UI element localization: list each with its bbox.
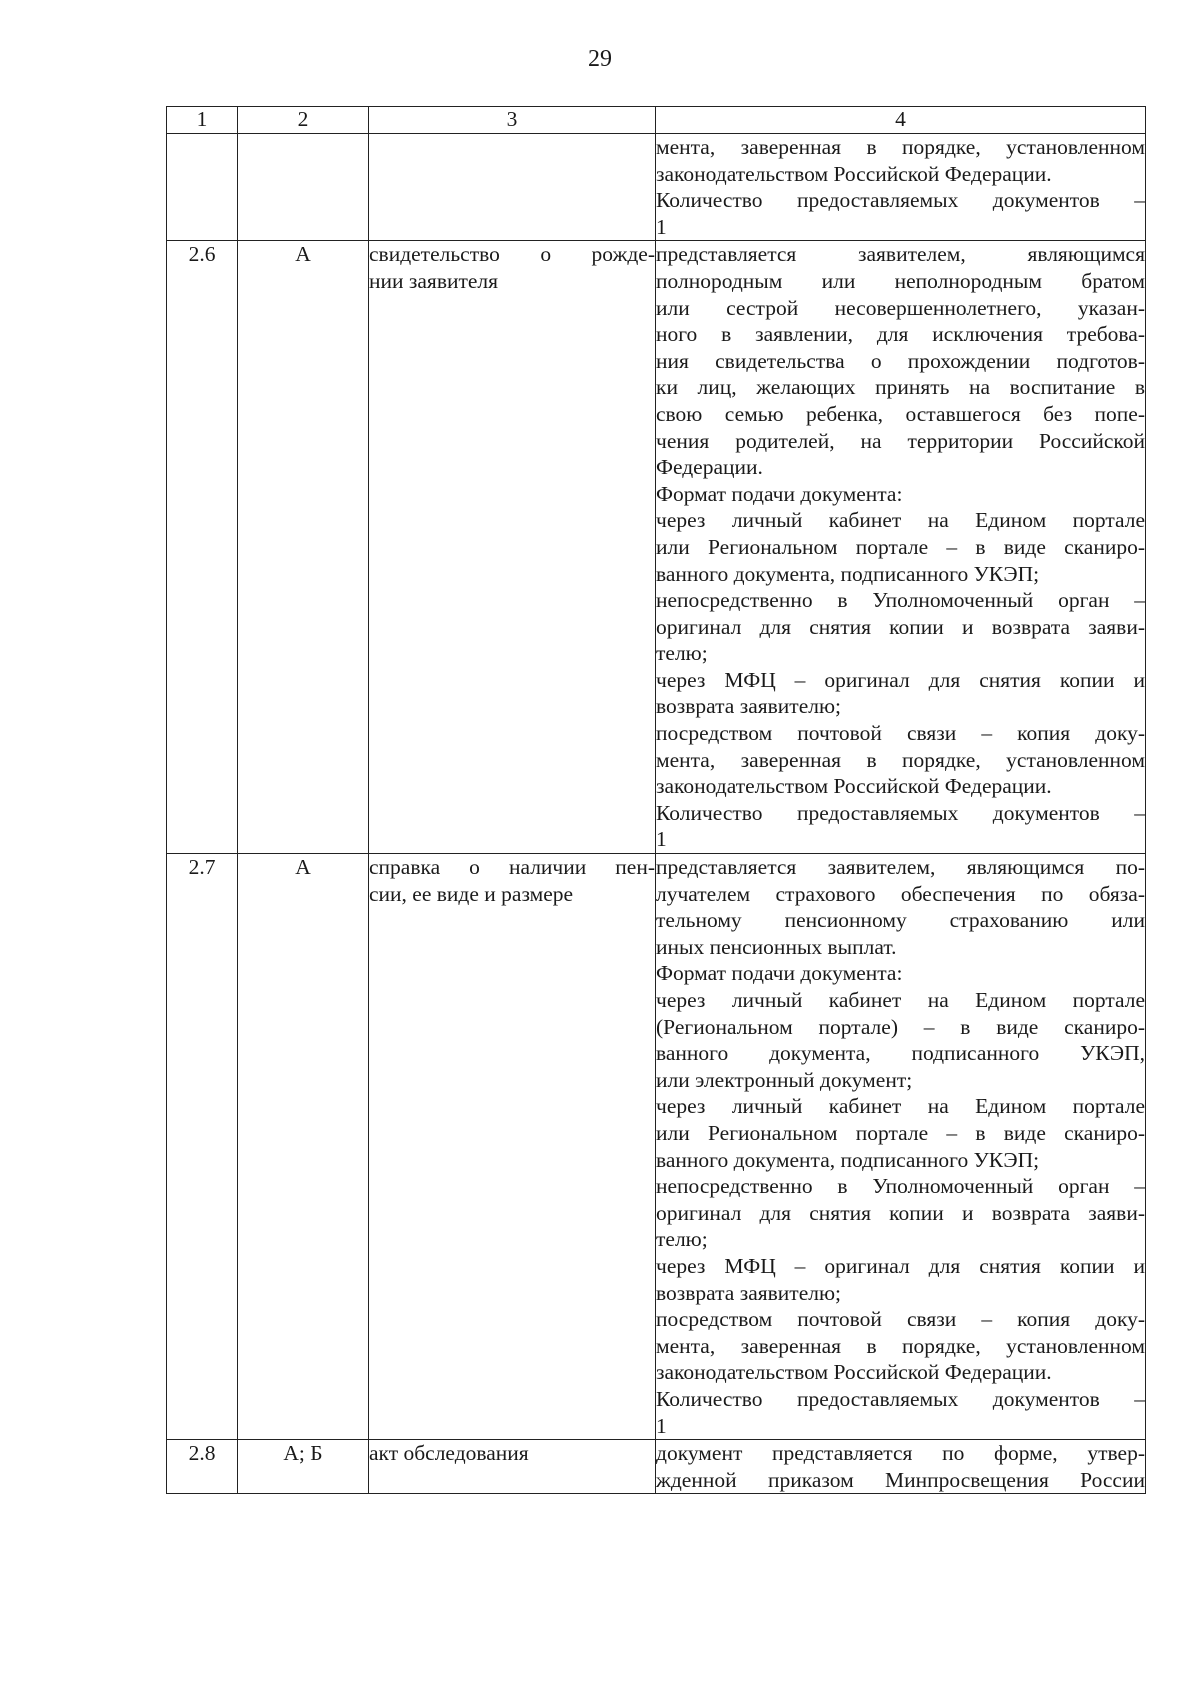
text-line: представляется заявителем, являющимся <box>656 242 1145 267</box>
row-description <box>656 854 1146 1440</box>
row-document <box>369 241 656 854</box>
cell-description <box>656 134 1146 241</box>
text-line: посредством почтовой связи – копия доку- <box>656 721 1145 746</box>
text-line: ния свидетельства о прохождении подготов- <box>656 348 1145 373</box>
table-row <box>167 1440 1146 1494</box>
text-line: акт обследования <box>369 1441 529 1466</box>
table-row-continuation <box>167 134 1146 241</box>
text-line: возврата заявителю; <box>656 694 841 719</box>
text-line: ного в заявлении, для исключения требова- <box>656 322 1145 347</box>
text-line: полнородным или неполнородным братом <box>656 268 1145 293</box>
text-line: законодательством Российской Федерации. <box>656 774 1052 799</box>
cell-empty <box>369 134 656 241</box>
text-line: мента, заверенная в порядке, установленном <box>656 135 1145 159</box>
text-line: документ представляется по форме, утвер- <box>656 1441 1145 1466</box>
text-line: телю; <box>656 1227 708 1252</box>
text-line: оригинал для снятия копии и возврата заяви- <box>656 1200 1145 1225</box>
header-col-2: 2 <box>238 107 369 134</box>
text-line: или Региональном портале – в виде сканиро- <box>656 1120 1145 1145</box>
text-line: иных пенсионных выплат. <box>656 934 897 959</box>
text-line: тельному пенсионному страхованию или <box>656 908 1145 933</box>
text-line: сии, ее виде и размере <box>369 881 574 906</box>
text-line: непосредственно в Уполномоченный орган – <box>656 1174 1145 1199</box>
text-line: через МФЦ – оригинал для снятия копии и <box>656 667 1145 692</box>
text-line: лучателем страхового обеспечения по обяза- <box>656 881 1145 906</box>
text-line: ванного документа, подписанного УКЭП; <box>656 561 1040 586</box>
row-number: 2.8 <box>167 1440 238 1494</box>
text-line: законодательством Российской Федерации. <box>656 161 1052 186</box>
table-row <box>167 854 1146 1440</box>
row-category: А <box>238 854 369 1440</box>
header-col-3: 3 <box>369 107 656 134</box>
text-line: 1 <box>656 1413 667 1438</box>
text-line: Количество предоставляемых документов – <box>656 1386 1145 1411</box>
text-line: Количество предоставляемых документов – <box>656 800 1145 825</box>
row-description <box>656 241 1146 854</box>
text-line: справка о наличии пен- <box>369 855 655 880</box>
row-document <box>369 1440 656 1494</box>
text-line: Количество предоставляемых документов – <box>656 188 1145 213</box>
text-line: представляется заявителем, являющимся по- <box>656 855 1145 880</box>
text-line: свою семью ребенка, оставшегося без попе- <box>656 401 1145 426</box>
text-line: нии заявителя <box>369 268 499 293</box>
text-line: через личный кабинет на Едином портале <box>656 508 1145 533</box>
requirements-table <box>166 106 1146 1494</box>
table-header-row <box>167 107 1146 134</box>
text-line: мента, заверенная в порядке, установленном <box>656 747 1145 772</box>
text-line: через личный кабинет на Едином портале <box>656 1094 1145 1119</box>
text-line: законодательством Российской Федерации. <box>656 1360 1052 1385</box>
row-number: 2.6 <box>167 241 238 854</box>
text-line: мента, заверенная в порядке, установленном <box>656 1333 1145 1358</box>
row-document <box>369 854 656 1440</box>
cell-empty <box>167 134 238 241</box>
text-line: непосредственно в Уполномоченный орган – <box>656 588 1145 613</box>
cell-empty <box>238 134 369 241</box>
row-description <box>656 1440 1146 1494</box>
row-category: А <box>238 241 369 854</box>
text-line: Федерации. <box>656 455 763 480</box>
text-line: телю; <box>656 641 708 666</box>
text-line: жденной приказом Минпросвещения России <box>656 1467 1145 1492</box>
header-col-1: 1 <box>167 107 238 134</box>
text-line: через личный кабинет на Едином портале <box>656 988 1145 1012</box>
row-number: 2.7 <box>167 854 238 1440</box>
row-category: А; Б <box>238 1440 369 1494</box>
text-line: Формат подачи документа: <box>656 481 903 506</box>
text-line: или электронный документ; <box>656 1067 913 1092</box>
text-line: посредством почтовой связи – копия доку- <box>656 1307 1145 1332</box>
text-line: оригинал для снятия копии и возврата заяви- <box>656 614 1145 639</box>
header-col-4: 4 <box>656 107 1146 134</box>
text-line: (Региональном портале) – в виде сканиро- <box>656 1014 1145 1039</box>
table-row <box>167 241 1146 854</box>
text-line: чения родителей, на территории Российской <box>656 428 1145 453</box>
text-line: свидетельство о рожде- <box>369 242 655 267</box>
text-line: или Региональном портале – в виде сканиро- <box>656 534 1145 559</box>
text-line: или сестрой несовершеннолетнего, указан- <box>656 295 1145 320</box>
text-line: Формат подачи документа: <box>656 961 903 986</box>
text-line: через МФЦ – оригинал для снятия копии и <box>656 1253 1145 1278</box>
page-number: 29 <box>588 46 612 72</box>
text-line: ванного документа, подписанного УКЭП; <box>656 1147 1040 1172</box>
text-line: ванного документа, подписанного УКЭП, <box>656 1041 1145 1066</box>
text-line: 1 <box>656 827 667 852</box>
text-line: ки лиц, желающих принять на воспитание в <box>656 375 1145 400</box>
text-line: 1 <box>656 214 667 239</box>
text-line: возврата заявителю; <box>656 1280 841 1305</box>
